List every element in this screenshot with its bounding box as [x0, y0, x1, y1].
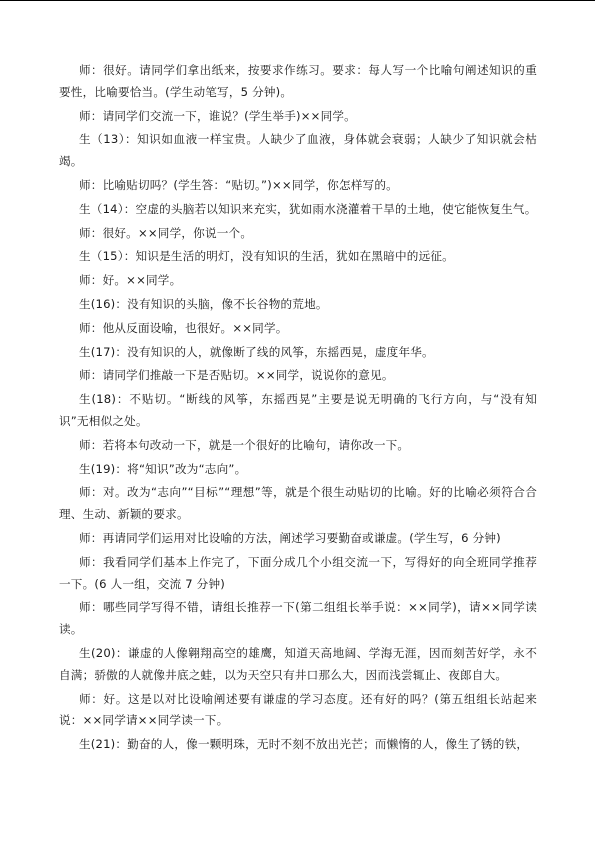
paragraph: 师：哪些同学写得不错，请组长推荐一下(第二组组长举手说：××同学)，请××同学读读。: [59, 600, 537, 637]
paragraph: 师：我看同学们基本上作完了，下面分成几个小组交流一下，写得好的向全班同学推荐一下。(6 人一组，交流 7 分钟): [59, 554, 537, 591]
paragraph: 师：好。这是以对比设喻阐述要有谦虚的学习态度。还有好的吗？(第五组组长站起来说：××同学请××同学读一下。: [59, 691, 537, 728]
paragraph: 师：请同学们交流一下，谁说？(学生举手)××同学。: [79, 108, 356, 123]
paragraph: 师：请同学们推敲一下是否贴切。××同学，说说你的意见。: [79, 368, 394, 383]
paragraph: 师：好。××同学。: [79, 273, 182, 288]
paragraph: 师：若将本句改动一下，就是一个很好的比喻句，请你改一下。: [79, 437, 410, 452]
paragraph: 生（13）：知识如血液一样宝贵。人缺少了血液，身体就会衰弱；人缺少了知识就会枯竭。: [59, 132, 537, 169]
paragraph: 师：对。改为“志向”“目标”“理想”等，就是个很生动贴切的比喻。好的比喻必须符合合理、生动、新颖的要求。: [59, 485, 537, 522]
paragraph: 生(20)：谦虚的人像翱翔高空的雄鹰，知道天高地阔、学海无涯，因而刻苦好学，永不自满；骄傲的人就像井底之蛙，以为天空只有井口那么大，因而浅尝辄止、夜郎自大。: [59, 645, 537, 682]
paragraph: 师：他从反面设喻，也很好。××同学。: [79, 320, 288, 335]
paragraph: 师：再请同学们运用对比设喻的方法，阐述学习要勤奋或谦虚。(学生写，6 分钟): [79, 530, 501, 545]
paragraph: 师：很好。请同学们拿出纸来，按要求作练习。要求：每人写一个比喻句阐述知识的重要性，比喻要恰当。(学生动笔写，5 分钟)。: [59, 63, 537, 99]
paragraph: 生(18)：不贴切。“断线的风筝，东摇西晃”主要是说无明确的飞行方向，与“没有知识”无相似之处。: [59, 392, 537, 428]
paragraph: 生(19)：将“知识”改为“志向”。: [79, 461, 247, 476]
paragraph: 师：比喻贴切吗？(学生答：“贴切。”)××同学，你怎样写的。: [79, 177, 398, 192]
top-border-line: [0, 0, 595, 1]
paragraph: 师：很好。××同学，你说一个。: [79, 225, 253, 240]
paragraph: 生(17)：没有知识的人，就像断了线的风筝，东摇西晃，虚度年华。: [79, 344, 434, 359]
paragraph: 生（15）：知识是生活的明灯，没有知识的生活，犹如在黑暗中的远征。: [79, 249, 454, 264]
paragraph: 生(21)：勤奋的人，像一颗明珠，无时不刻不放出光芒；而懒惰的人，像生了锈的铁，: [79, 737, 529, 752]
paragraph: 生（14）：空虚的头脑若以知识来充实，犹如雨水浇灌着干旱的土地，使它能恢复生气。: [79, 201, 537, 216]
document-page: [59, 60, 537, 758]
paragraph: 生(16)：没有知识的头脑，像不长谷物的荒地。: [79, 296, 328, 311]
